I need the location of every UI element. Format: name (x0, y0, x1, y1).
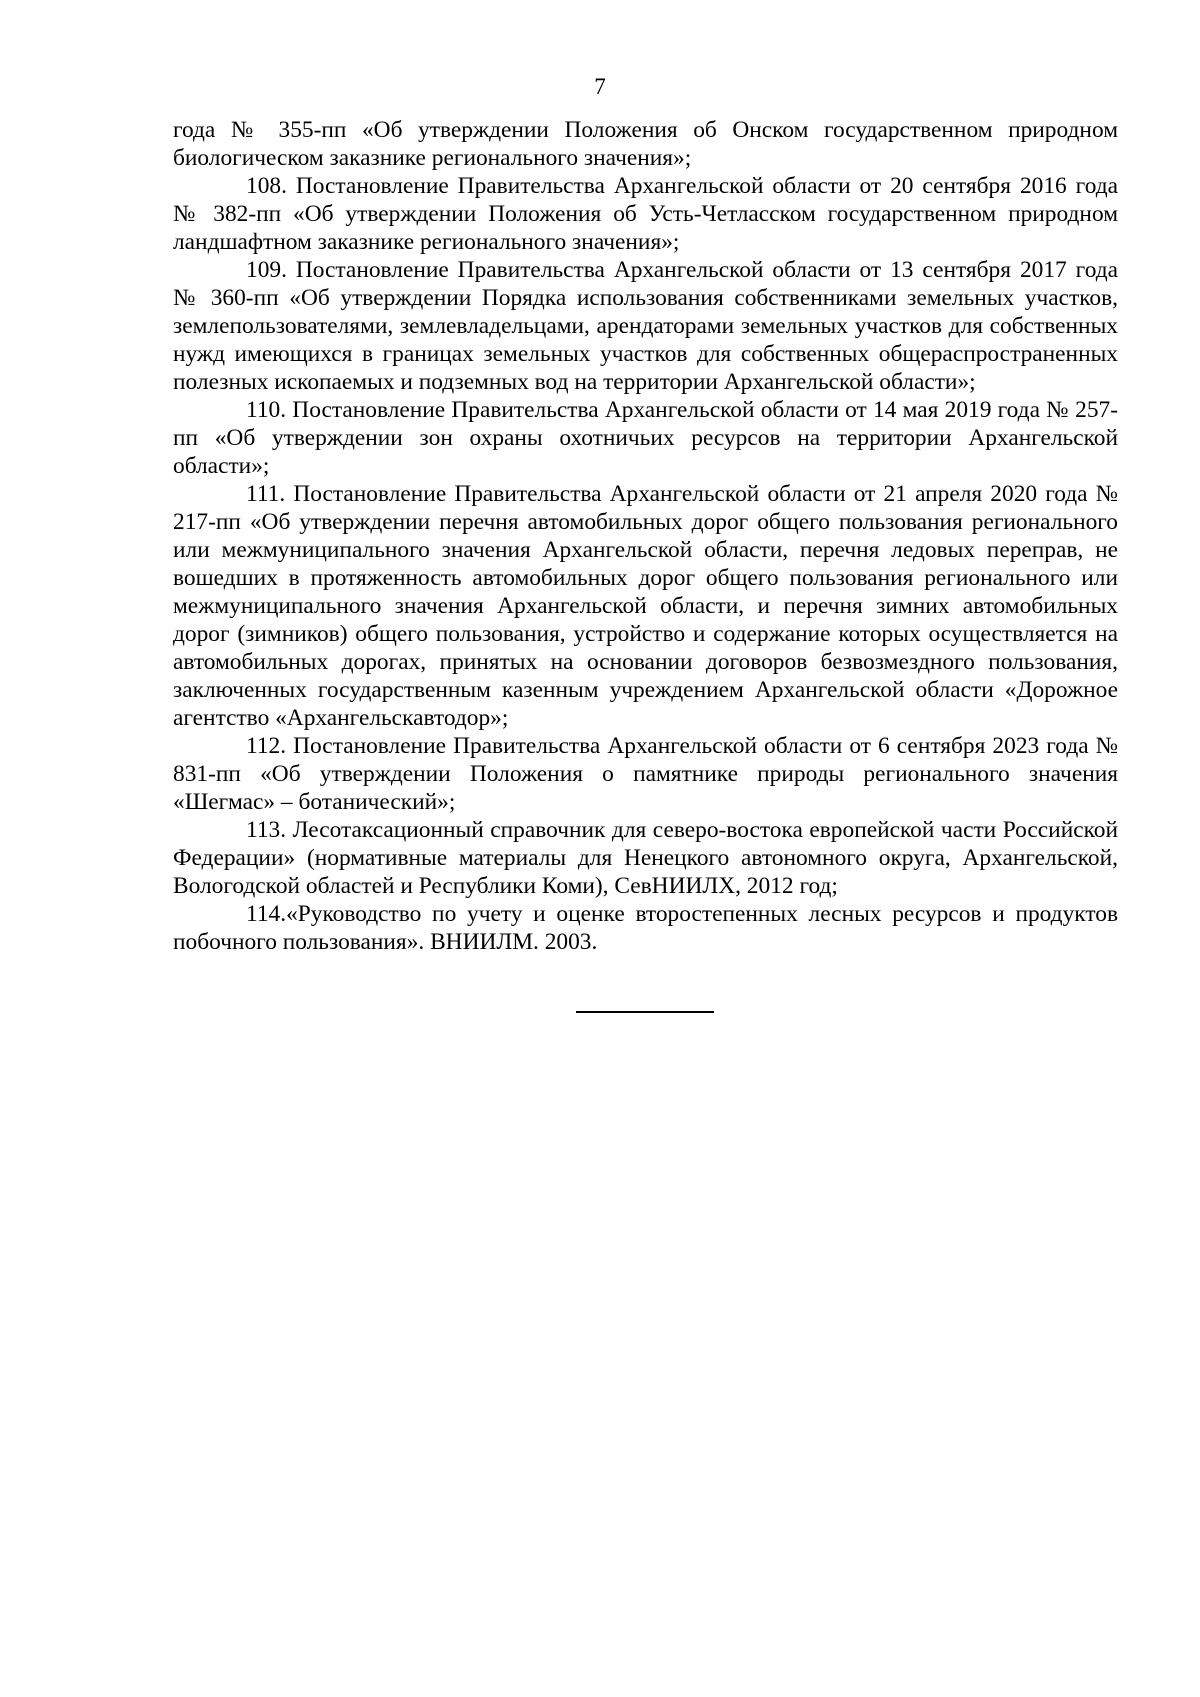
page-number: 7 (594, 74, 606, 99)
list-item-110: 110. Постановление Правительства Архангельской области от 14 мая 2019 года № 257-пп «Об утверждении зон охраны охотничьих ресурсов на территории Архангельской области»; (173, 397, 1118, 479)
list-item-113: 113. Лесотаксационный справочник для северо-востока европейской части Российской Федерации» (нормативные материалы для Ненецкого автономного округа, Архангельской, Вологодской областей и Республики Коми), СевНИИЛХ, 2012 год; (173, 817, 1118, 899)
end-of-document-rule (576, 1011, 714, 1013)
list-item-111: 111. Постановление Правительства Архангельской области от 21 апреля 2020 года № 217-пп «Об утверждении перечня автомобильных дорог общего пользования регионального или межмуниципального значения Архангельской области, перечня ледовых переправ, не вошедших в протяженность автомобильных дорог общего пользования регионального или межмуниципального значения Архангельской области, и перечня зимних автомобильных дорог (зимников) общего пользования, устройство и содержание которых осуществляется на автомобильных дорогах, принятых на основании договоров безвозмездного пользования, заключенных государственным казенным учреждением Архангельской области «Дорожное агентство «Архангельскавтодор»; (173, 481, 1118, 731)
list-item-108: 108. Постановление Правительства Архангельской области от 20 сентября 2016 года № 382-пп «Об утверждении Положения об Усть-Четласском государственном природном ландшафтном заказнике регионального значения»; (173, 173, 1118, 255)
list-item-112: 112. Постановление Правительства Архангельской области от 6 сентября 2023 года № 831-пп «Об утверждении Положения о памятнике природы регионального значения «Шегмас» – ботанический»; (173, 733, 1118, 815)
paragraph-continuation: года № 355-пп «Об утверждении Положения об Онском государственном природном биологическом заказнике регионального значения»; (173, 117, 1118, 171)
list-item-109: 109. Постановление Правительства Архангельской области от 13 сентября 2017 года № 360-пп «Об утверждении Порядка использования собственниками земельных участков, землепользователями, землевладельцами, арендаторами земельных участков для собственных нужд имеющихся в границах земельных участков для собственных общераспространенных полезных ископаемых и подземных вод на территории Архангельской области»; (173, 257, 1118, 395)
document-body (173, 116, 1118, 956)
list-item-114: 114.«Руководство по учету и оценке второстепенных лесных ресурсов и продуктов побочного пользования». ВНИИЛМ. 2003. (173, 901, 1118, 955)
